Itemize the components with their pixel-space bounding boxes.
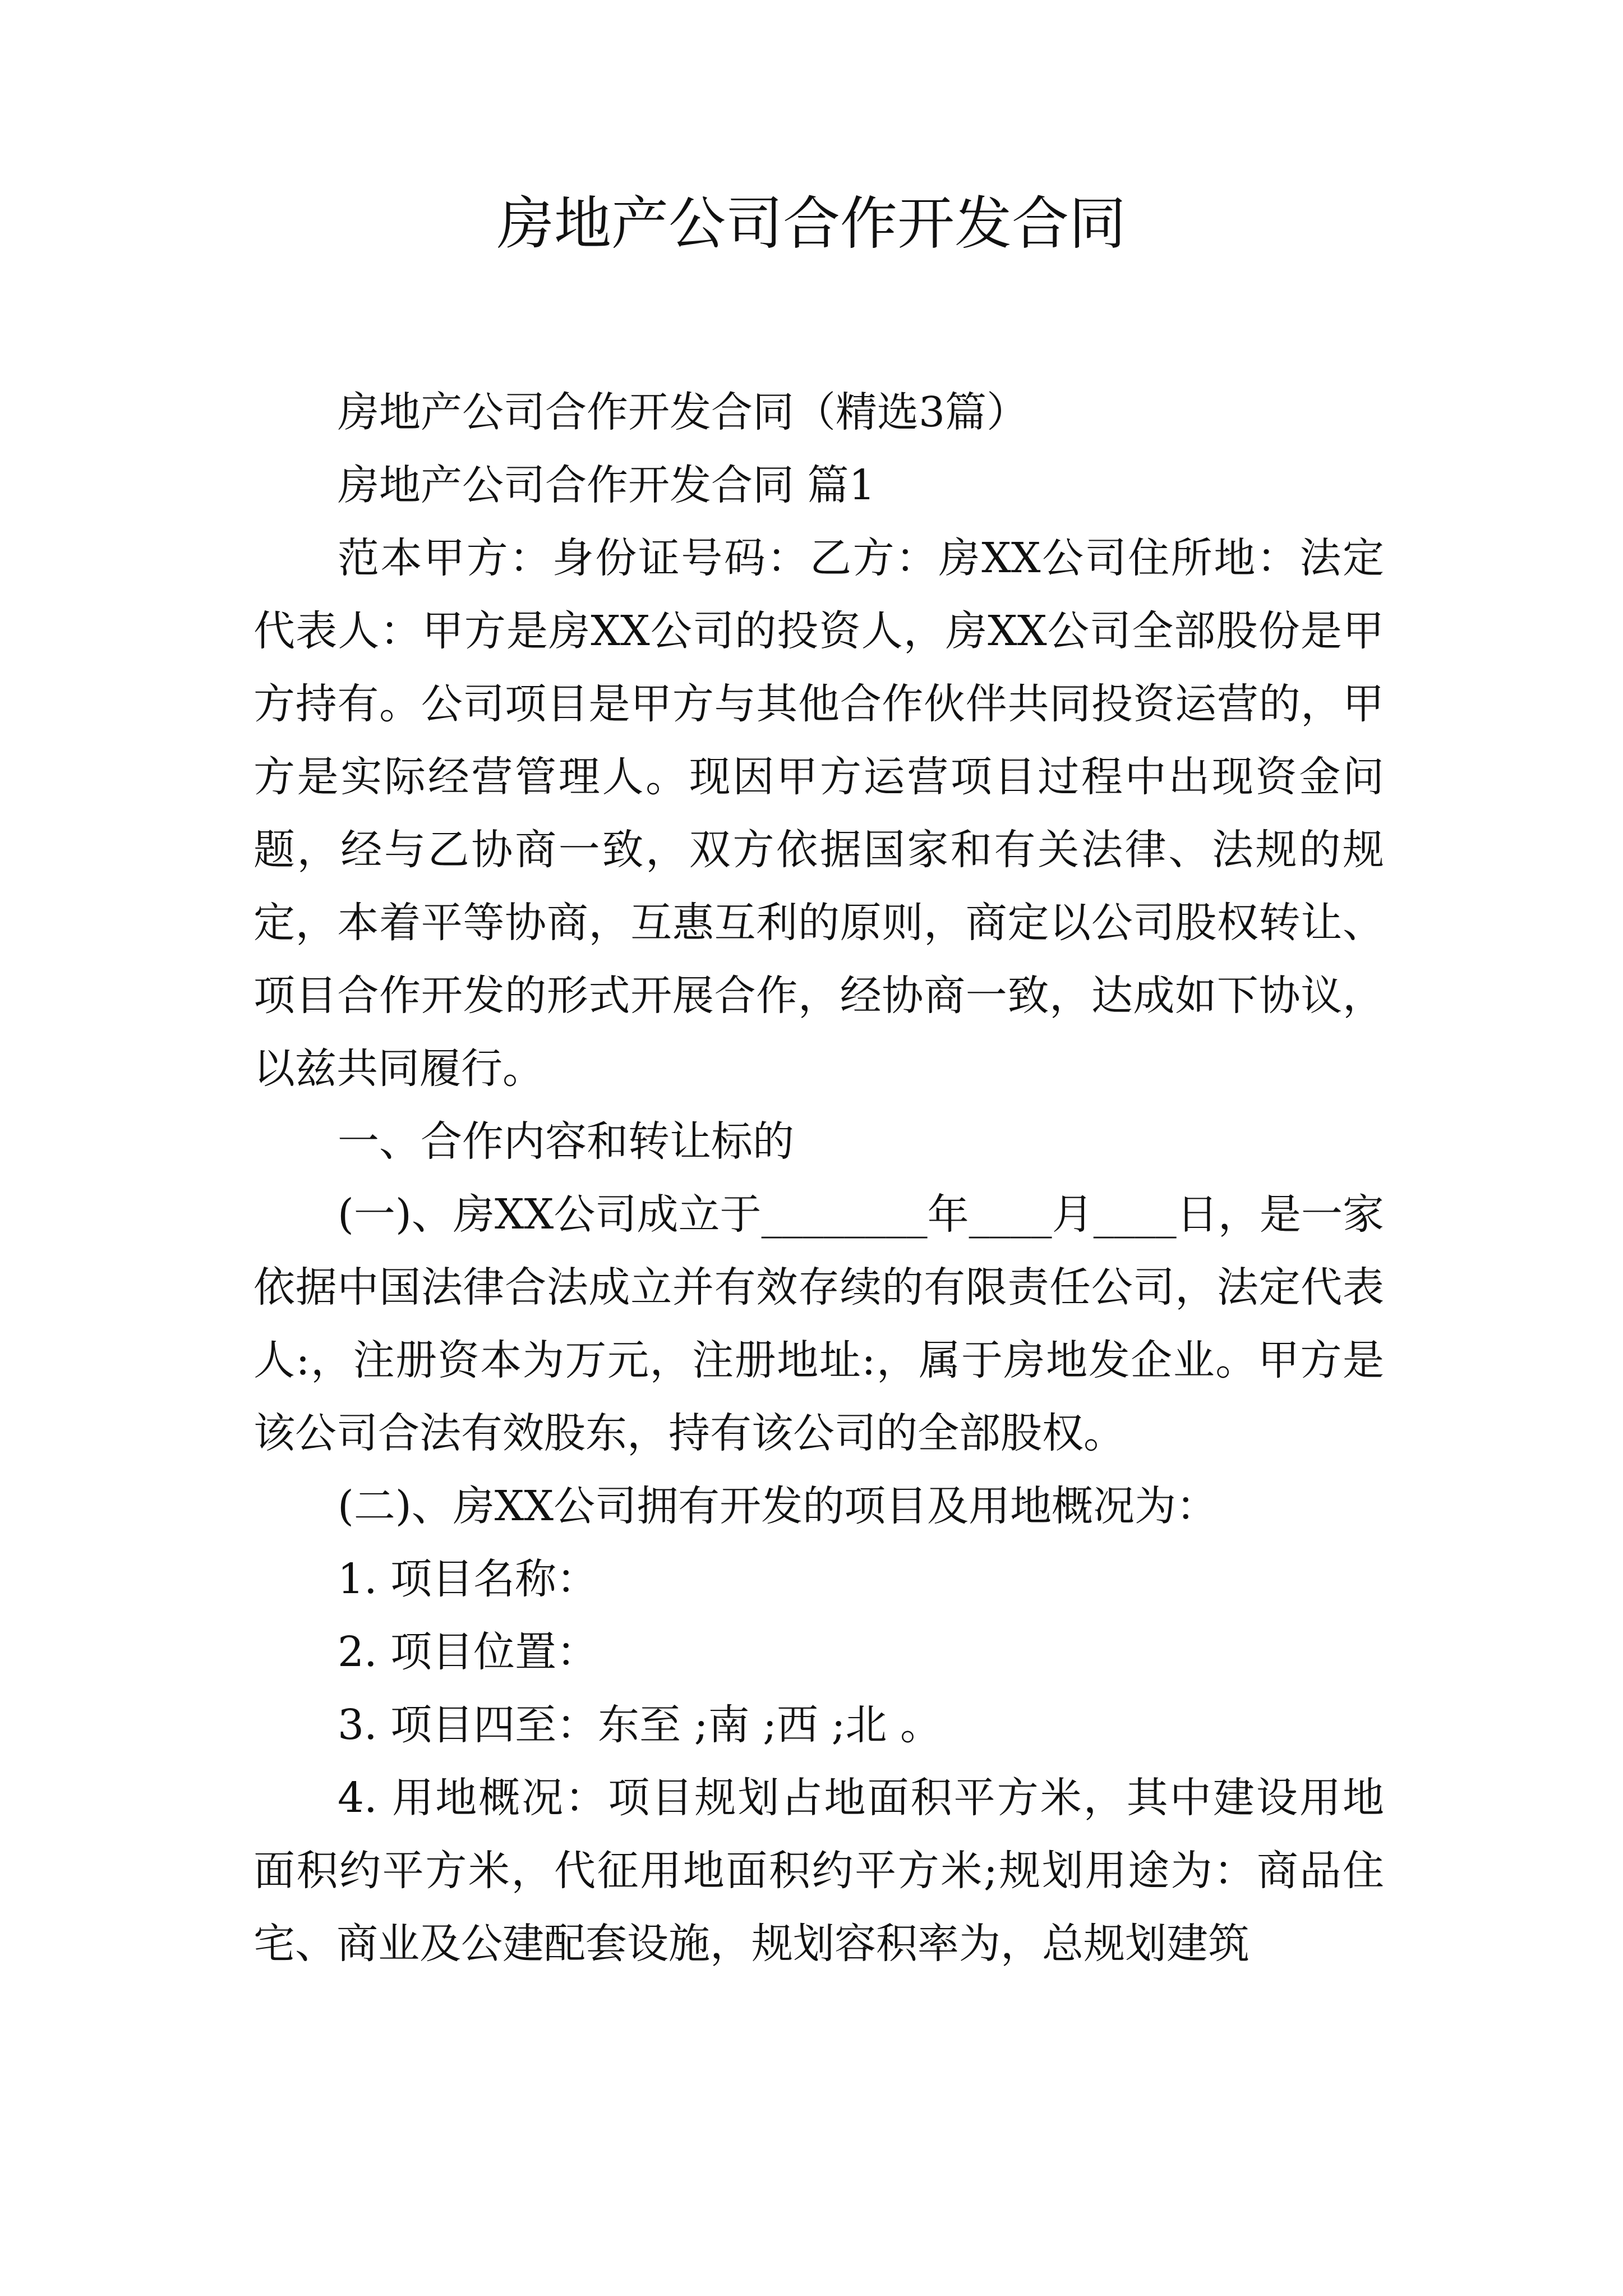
paragraph-article-one-heading: 一、合作内容和转让标的 [338,1117,794,1166]
paragraph-subtitle: 房地产公司合作开发合同（精选3篇） [338,388,1029,436]
paragraph-section-heading: 房地产公司合作开发合同 篇1 [338,461,875,509]
paragraph-clause-1: (一)、房XX公司成立于________年____月____日，是一家依据中国法律合法成立并有效存续的有限责任公司，法定代表人:，注册资本为万元，注册地址:，属于房地发企业。甲方是该公司合法有效股东，持有该公司的全部股权。 [253,1190,1384,1457]
paragraph-clause-2: (二)、房XX公司拥有开发的项目及用地概况为： [338,1482,1218,1530]
paragraph-land-overview: 4. 用地概况：项目规划占地面积平方米，其中建设用地面积约平方米，代征用地面积约平方米;规划用途为：商品住宅、商业及公建配套设施，规划容积率为，总规划建筑 [253,1774,1384,1968]
paragraph-project-location: 2. 项目位置： [338,1628,598,1676]
paragraph-parties: 范本甲方：身份证号码：乙方：房XX公司住所地：法定代表人：甲方是房XX公司的投资人，房XX公司全部股份是甲方持有。公司项目是甲方与其他合作伙伴共同投资运营的，甲方是实际经营管理人。现因甲方运营项目过程中出现资金问题，经与乙协商一致，双方依据国家和有关法律、法规的规定，本着平等协商，互惠互利的原则，商定以公司股权转让、项目合作开发的形式开展合作，经协商一致，达成如下协议，以兹共同履行。 [253,534,1384,1093]
document-title: 房地产公司合作开发合同 [497,191,1126,257]
paragraph-project-name: 1. 项目名称： [338,1555,598,1603]
paragraph-project-boundaries: 3. 项目四至：东至 ;南 ;西 ;北 。 [338,1701,942,1749]
document-body [253,376,1384,1980]
